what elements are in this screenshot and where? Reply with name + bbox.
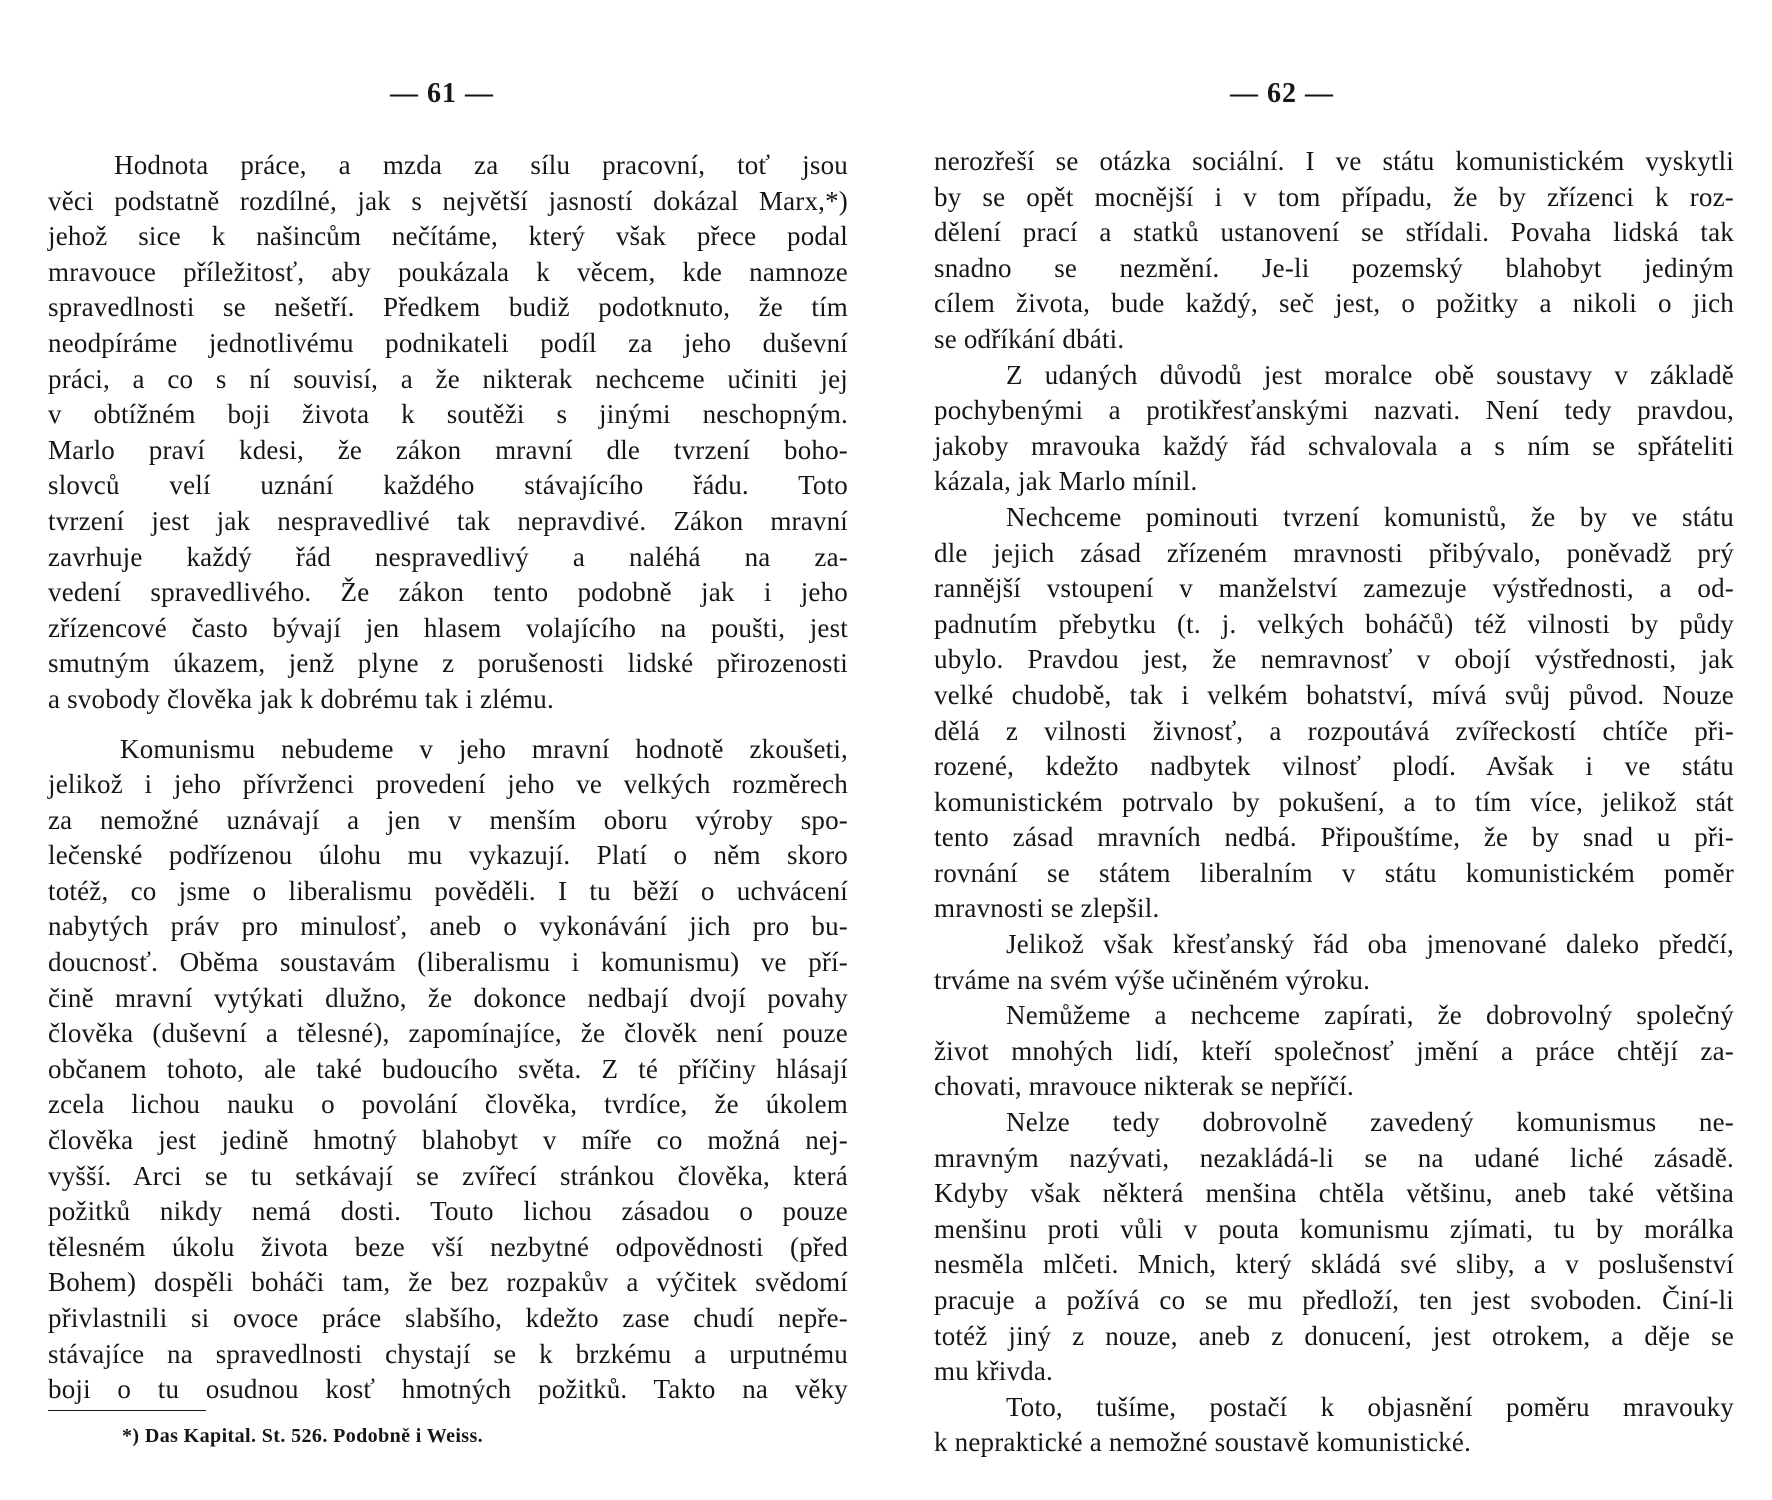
text-line: věci podstatně rozdílné, jak s největší jasností dokázal Marx,*)	[48, 185, 848, 216]
text-line: Nemůžeme a nechceme zapírati, že dobrovolný společný	[1006, 1000, 1734, 1031]
right-page	[934, 0, 1734, 1500]
text-line: požitků nikdy nemá dosti. Touto lichou zásadou o pouze	[48, 1196, 848, 1227]
text-line: nerozřeší se otázka sociální. I ve státu komunistickém vyskytli	[934, 146, 1734, 176]
text-line: padnutím přebytku (t. j. velkých boháčů) též vilnosti by půdy	[934, 608, 1734, 639]
text-line: Jelikož však křesťanský řád oba jmenované daleko předčí,	[1006, 929, 1734, 960]
footnote-divider	[48, 1410, 206, 1411]
text-line: trváme na svém výše učiněném výroku.	[934, 964, 1371, 995]
text-line: mravnosti se zlepšil.	[934, 893, 1160, 924]
text-line: neodpíráme jednotlivému podnikateli podíl za jeho duševní	[48, 327, 848, 358]
text-line: mravným nazývati, nezakládá-li se na udané liché zásadě.	[934, 1142, 1734, 1173]
text-line: zcela lichou nauku o povolání člověka, tvrdíce, že úkolem	[48, 1089, 848, 1120]
text-line: totéž jiný z nouze, aneb z donucení, jest otrokem, a děje se	[934, 1320, 1734, 1351]
text-line: jehož sice k našincům nečítáme, který však přece podal	[48, 221, 848, 252]
text-line: totéž, co jsme o liberalismu pověděli. I tu běží o uchvácení	[48, 875, 848, 906]
right-page-body	[934, 144, 1734, 1461]
text-line: občanem tohoto, ale také budoucího světa. Z té příčiny hlásají	[48, 1053, 848, 1084]
text-line: k nepraktické a nemožné soustavě komunistické.	[934, 1427, 1472, 1458]
footnote: *) Das Kapital. St. 526. Podobně i Weiss.	[122, 1425, 484, 1447]
text-line: v obtížném boji života k soutěži s jinými neschopným.	[48, 399, 848, 430]
text-line: mu křivda.	[934, 1356, 1053, 1387]
text-line: přivlastnili si ovoce práce slabšího, kdežto zase chudí nepře-	[48, 1303, 848, 1333]
text-line: ubylo. Pravdou jest, že nemravnosť v obojí výstřednosti, jak	[934, 644, 1734, 675]
text-line: dělá z vilnosti živnosť, a rozpoutává zvířeckostí chtíče při-	[934, 715, 1734, 746]
text-line: rovnání se státem liberalním v státu komunistickém poměr	[934, 857, 1734, 888]
text-line: Marlo praví kdesi, že zákon mravní dle tvrzení boho-	[48, 434, 848, 465]
text-line: chovati, mravouce nikterak se nepříčí.	[934, 1071, 1354, 1102]
text-line: člověka (duševní a tělesné), zapomínajíce, že člověk není pouze	[48, 1018, 848, 1049]
text-line: vedení spravedlivého. Že zákon tento podobně jak i jeho	[48, 577, 848, 608]
text-line: mravouce příležitosť, aby poukázala k věcem, kde namnoze	[48, 256, 848, 287]
text-line: by se opět mocnější i v tom případu, že by zřízenci k roz-	[934, 181, 1734, 212]
text-line: smutným úkazem, jenž plyne z porušenosti lidské přirozenosti	[48, 648, 848, 679]
text-line: vyšší. Arci se tu setkávají se zvířecí stránkou člověka, která	[48, 1160, 848, 1191]
text-line: jakoby mravouka každý řád schvalovala a s ním se spřáteliti	[934, 430, 1734, 461]
page-number: — 61 —	[390, 78, 494, 109]
text-line: Z udaných důvodů jest moralce obě soustavy v základě	[1006, 359, 1734, 390]
text-line: tento zásad mravních nedbá. Připouštíme, že by snad u při-	[934, 822, 1734, 853]
text-line: Hodnota práce, a mzda za sílu pracovní, toť jsou	[114, 150, 848, 180]
text-line: se odříkání dbáti.	[934, 323, 1125, 354]
text-line: a svobody člověka jak k dobrému tak i zlému.	[48, 683, 554, 714]
text-line: lečenské podřízenou úlohu mu vykazují. Platí o něm skoro	[48, 840, 848, 871]
text-line: dle jejich zásad zřízeném mravnosti přibývalo, poněvadž prý	[934, 537, 1734, 568]
text-line: pracuje a požívá co se mu předloží, ten jest svoboden. Činí-li	[934, 1285, 1734, 1315]
text-line: rannější vstoupení v manželství zamezuje výstřednosti, a od-	[934, 573, 1734, 604]
text-line: za nemožné uznávají a jen v menším oboru výroby spo-	[48, 804, 848, 835]
text-line: Nelze tedy dobrovolně zavedený komunismus ne-	[1006, 1107, 1734, 1138]
text-line: Nechceme pominouti tvrzení komunistů, že by ve státu	[1006, 501, 1734, 532]
text-line: nesměla mlčeti. Mnich, který skládá své sliby, a v poslušenství	[934, 1249, 1734, 1280]
page-number: — 62 —	[1230, 78, 1334, 109]
text-line: zřízencové často bývají jen hlasem volajícího na poušti, jest	[48, 612, 848, 643]
left-page	[48, 0, 848, 1500]
text-line: menšinu proti vůli v pouta komunismu zjímati, tu by morálka	[934, 1213, 1734, 1244]
text-line: Komunismu nebudeme v jeho mravní hodnotě zkoušeti,	[120, 733, 848, 764]
text-line: doucnosť. Oběma soustavám (liberalismu i komunismu) ve pří-	[48, 947, 848, 978]
text-line: člověka jest jedině hmotný blahobyt v míře co možná nej-	[48, 1125, 848, 1156]
text-line: spravedlnosti se nešetří. Předkem budiž podotknuto, že tím	[48, 292, 848, 323]
text-line: zavrhuje každý řád nespravedlivý a naléhá na za-	[48, 541, 848, 572]
text-line: snadno se nezmění. Je-li pozemský blahobyt jediným	[934, 252, 1734, 283]
text-line: pochybenými a protikřesťanskými nazvati. Není tedy pravdou,	[934, 395, 1734, 426]
text-line: život mnohých lidí, kteří společnosť jmění a práce chtějí za-	[934, 1035, 1734, 1066]
text-line: komunistickém potrvalo by pokušení, a to tím více, jelikož stát	[934, 786, 1734, 817]
left-page-body	[48, 148, 848, 1408]
text-line: rozené, kdežto nadbytek vilnosť plodí. Avšak i ve státu	[934, 751, 1734, 782]
text-line: nabytých práv pro minulosť, aneb o vykonávání jich pro bu-	[48, 911, 848, 942]
text-line: jelikož i jeho přívrženci provedení jeho ve velkých rozměrech	[48, 769, 848, 800]
text-line: Bohem) dospěli boháči tam, že bez rozpakův a výčitek svědomí	[48, 1267, 848, 1298]
text-line: stávajíce na spravedlnosti chystají se k brzkému a urputnému	[48, 1338, 848, 1369]
text-line: velké chudobě, tak i velkém bohatství, mívá svůj původ. Nouze	[934, 679, 1734, 710]
text-line: Kdyby však některá menšina chtěla většinu, aneb také většina	[934, 1178, 1734, 1209]
text-line: Toto, tušíme, postačí k objasnění poměru mravouky	[1006, 1391, 1734, 1422]
text-line: práci, a co s ní souvisí, a že nikterak nechceme učiniti jej	[48, 363, 848, 394]
text-line: boji o tu osudnou kosť hmotných požitků. Takto na věky	[48, 1374, 848, 1405]
text-line: cílem života, bude každý, seč jest, o požitky a nikoli o jich	[934, 288, 1734, 319]
text-line: kázala, jak Marlo mínil.	[934, 466, 1198, 497]
text-line: tvrzení jest jak nespravedlivé tak nepravdivé. Zákon mravní	[48, 505, 848, 536]
text-line: dělení prací a statků ustanovení se střídali. Povaha lidská tak	[934, 217, 1734, 248]
text-line: tělesném úkolu života beze vší nezbytné odpovědnosti (před	[48, 1231, 848, 1262]
text-line: čině mravní vytýkati dlužno, že dokonce nedbají dvojí povahy	[48, 982, 848, 1013]
text-line: slovců velí uznání každého stávajícího řádu. Toto	[48, 470, 848, 501]
